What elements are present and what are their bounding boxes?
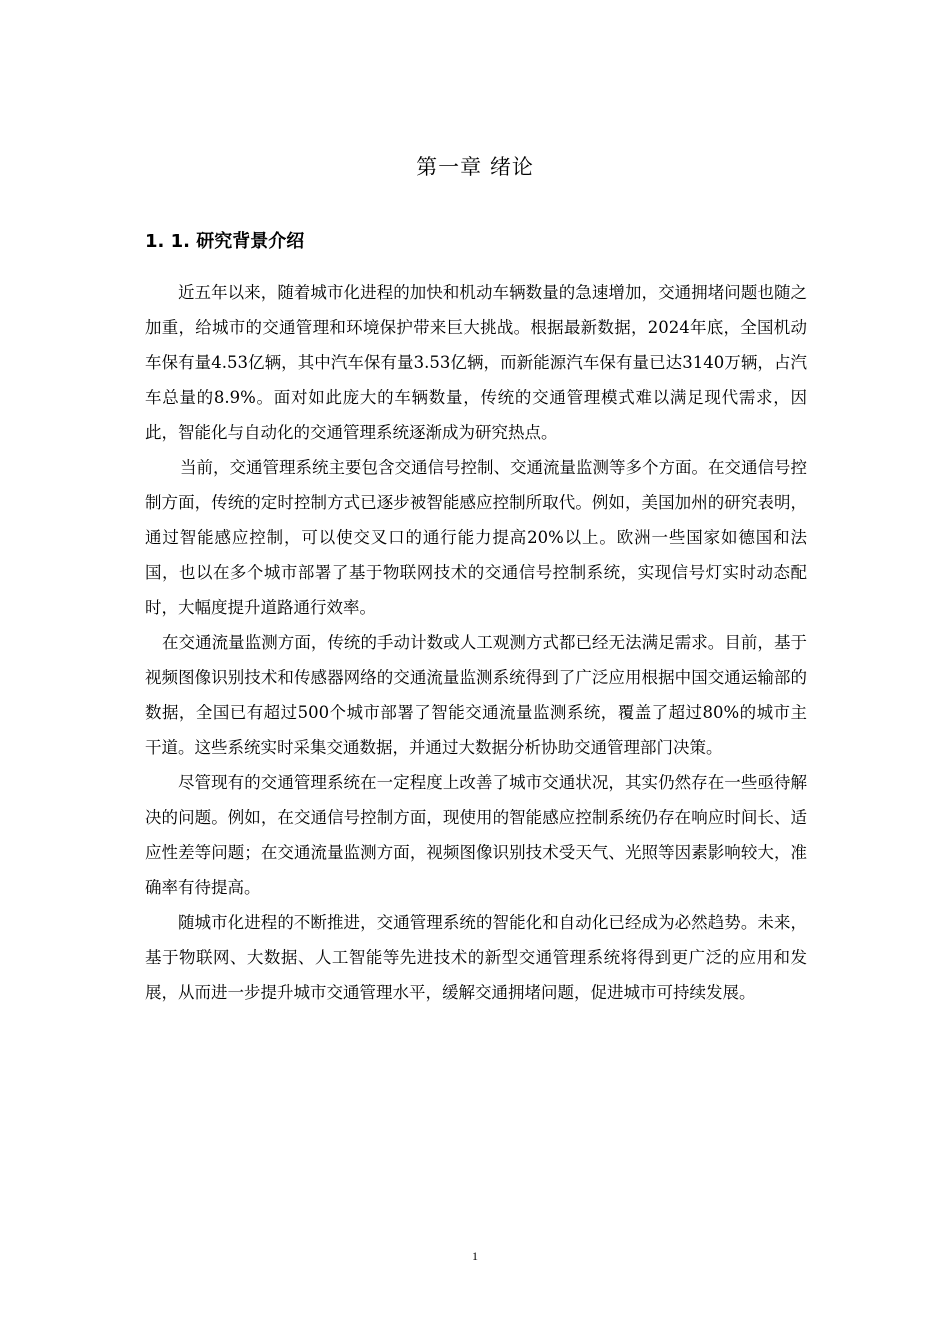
body-text bbox=[145, 275, 807, 1010]
paragraph-2: 当前，交通管理系统主要包含交通信号控制、交通流量监测等多个方面。在交通信号控制方面，传统的定时控制方式已逐步被智能感应控制所取代。例如，美国加州的研究表明，通过智能感应控制，可以使交叉口的通行能力提高20%以上。欧洲一些国家如德国和法国，也以在多个城市部署了基于物联网技术的交通信号控制系统，实现信号灯实时动态配时，大幅度提升道路通行效率。 bbox=[145, 458, 807, 617]
section-heading: 1. 1. 研究背景介绍 bbox=[145, 231, 305, 252]
paragraph-5: 随城市化进程的不断推进，交通管理系统的智能化和自动化已经成为必然趋势。未来，基于物联网、大数据、人工智能等先进技术的新型交通管理系统将得到更广泛的应用和发展，从而进一步提升城市交通管理水平，缓解交通拥堵问题，促进城市可持续发展。 bbox=[145, 913, 807, 1002]
paragraph-3: 在交通流量监测方面，传统的手动计数或人工观测方式都已经无法满足需求。目前，基于视频图像识别技术和传感器网络的交通流量监测系统得到了广泛应用根据中国交通运输部的数据，全国已有超过500个城市部署了智能交通流量监测系统，覆盖了超过80%的城市主干道。这些系统实时采集交通数据，并通过大数据分析协助交通管理部门决策。 bbox=[145, 633, 807, 757]
paragraph-4: 尽管现有的交通管理系统在一定程度上改善了城市交通状况，其实仍然存在一些亟待解决的问题。例如，在交通信号控制方面，现使用的智能感应控制系统仍存在响应时间长、适应性差等问题；在交通流量监测方面，视频图像识别技术受天气、光照等因素影响较大，准确率有待提高。 bbox=[145, 773, 807, 897]
paragraph-1: 近五年以来，随着城市化进程的加快和机动车辆数量的急速增加，交通拥堵问题也随之加重，给城市的交通管理和环境保护带来巨大挑战。根据最新数据，2024年底，全国机动车保有量4.53亿辆，其中汽车保有量3.53亿辆，而新能源汽车保有量已达3140万辆，占汽车总量的8.9%。面对如此庞大的车辆数量，传统的交通管理模式难以满足现代需求，因此，智能化与自动化的交通管理系统逐渐成为研究热点。 bbox=[145, 283, 807, 442]
chapter-title: 第一章 绪论 bbox=[416, 155, 534, 179]
page-number: 1 bbox=[472, 1249, 478, 1263]
